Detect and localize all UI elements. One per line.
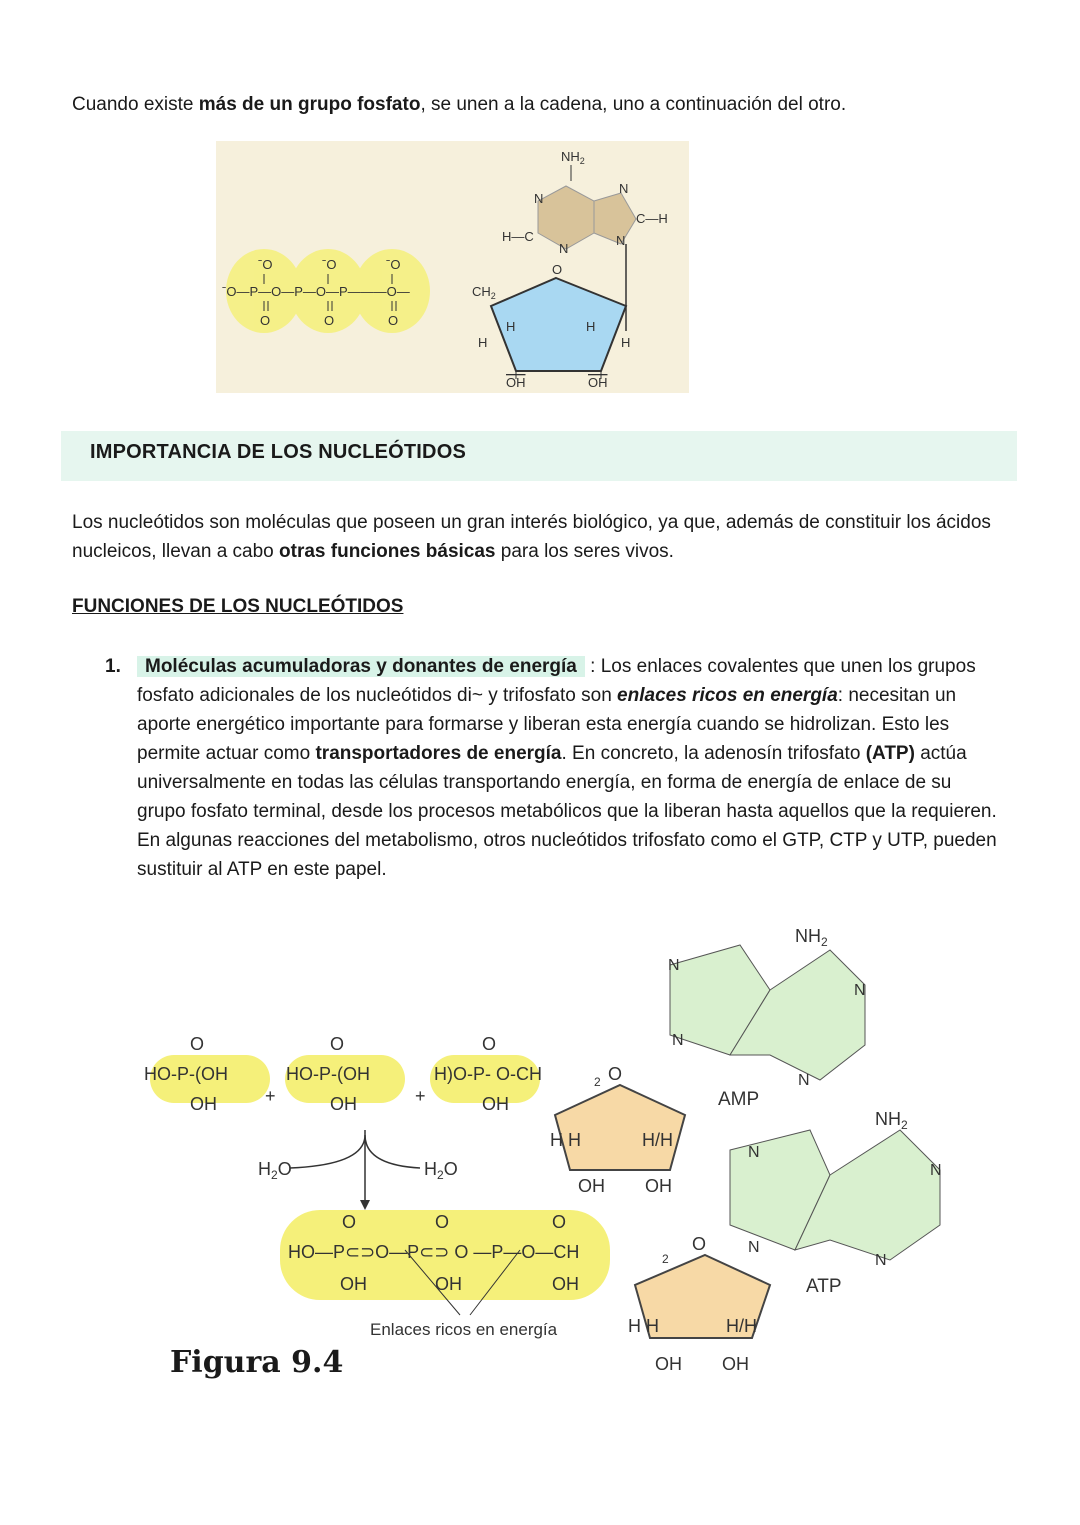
svg-text:N: N — [875, 1252, 887, 1269]
item-bold-2: transportadores de energía — [315, 743, 562, 764]
atp-structure-figure — [216, 141, 689, 393]
intro-paragraph — [72, 90, 1032, 119]
svg-text:O: O — [388, 313, 399, 328]
list-number: 1. — [105, 656, 121, 677]
amp-label: AMP — [718, 1089, 760, 1110]
intro-text-end: , se unen a la cadena, uno a continuación del otro. — [420, 94, 847, 115]
svg-text:ˉO: ˉO — [258, 257, 273, 272]
svg-text:OH: OH — [482, 1094, 509, 1114]
svg-text:OH: OH — [330, 1094, 357, 1114]
ch2-label: $CH_2$ — [472, 284, 496, 301]
figure-caption: Figura 9.4 — [170, 1345, 344, 1380]
svg-text:O: O — [692, 1234, 707, 1254]
intro-bold: más de un grupo fosfato — [198, 94, 421, 115]
item-text-1: : Los enlaces covalentes que unen los grupos fosfato adicionales de los nucleótidos di~ y trifosfato son — [137, 656, 976, 706]
svg-text:O: O — [482, 1034, 497, 1054]
svg-text:ˉO—P—O—P—O—P———O—: ˉO—P—O—P—O—P———O— — [222, 284, 410, 299]
svg-text:H)O-P- O-CH: H)O-P- O-CH — [434, 1064, 542, 1084]
atp-formation-diagram — [130, 920, 990, 1390]
water-label-right: $H_2O$ — [424, 1159, 458, 1182]
item-text-3: . En concreto, la adenosín trifosfato — [561, 743, 866, 764]
fig1-oh-left: OH — [506, 375, 526, 390]
svg-text:H/H: H/H — [642, 1130, 673, 1150]
svg-text:H H: H H — [550, 1130, 581, 1150]
importance-text-end: para los seres vivos. — [495, 541, 674, 562]
energy-bonds-label: Enlaces ricos en energía — [370, 1320, 558, 1339]
item-emphasis: enlaces ricos en energía — [617, 685, 838, 706]
svg-text:H: H — [586, 319, 596, 334]
svg-text:+: + — [265, 1086, 276, 1106]
svg-text:N: N — [748, 1144, 760, 1161]
svg-text:N: N — [748, 1239, 760, 1256]
svg-text:OH: OH — [578, 1176, 605, 1196]
svg-text:H: H — [506, 319, 516, 334]
svg-text:O: O — [330, 1034, 345, 1054]
water-label-left: $H_2O$ — [258, 1159, 292, 1182]
importance-text-start: Los nucleótidos son moléculas que poseen un gran interés biológico, ya que, además de constituir los ácidos nucleicos, llevan a cabo — [72, 512, 991, 562]
atp-structure-diagram — [216, 141, 689, 393]
svg-text:O: O — [552, 262, 563, 277]
svg-text:HO-P-(OH: HO-P-(OH — [144, 1064, 228, 1084]
svg-text:N: N — [616, 233, 626, 248]
svg-text:OH: OH — [190, 1094, 217, 1114]
section-title: IMPORTANCIA DE LOS NUCLEÓTIDOS — [90, 441, 466, 463]
svg-text:2: 2 — [594, 1075, 601, 1089]
svg-text:O: O — [552, 1212, 567, 1232]
svg-text:+: + — [415, 1086, 426, 1106]
svg-text:ˉO: ˉO — [386, 257, 401, 272]
svg-text:OH: OH — [340, 1274, 367, 1294]
svg-text:O: O — [342, 1212, 357, 1232]
intro-text-start: Cuando existe — [72, 94, 199, 115]
importance-paragraph — [72, 508, 1032, 566]
svg-text:N: N — [668, 957, 680, 974]
svg-text:N: N — [534, 191, 544, 206]
svg-text:OH: OH — [722, 1354, 749, 1374]
functions-subheading: FUNCIONES DE LOS NUCLEÓTIDOS — [72, 596, 404, 617]
svg-text:O: O — [608, 1064, 623, 1084]
amp-nh2: $NH_2$ — [795, 926, 828, 949]
svg-text:H: H — [478, 335, 488, 350]
fig1-ch: C—H — [636, 211, 668, 226]
svg-text:OH: OH — [655, 1354, 682, 1374]
item-bold-3: (ATP) — [865, 743, 915, 764]
svg-text:N: N — [672, 1032, 684, 1049]
fig1-oh-right: OH — [588, 375, 608, 390]
atp-nh2: $NH_2$ — [875, 1109, 908, 1132]
svg-text:O: O — [435, 1212, 450, 1232]
svg-text:OH: OH — [552, 1274, 579, 1294]
fig1-hc: H—C — [502, 229, 534, 244]
svg-text:N: N — [930, 1162, 942, 1179]
importance-bold: otras funciones básicas — [279, 541, 496, 562]
svg-text:2: 2 — [662, 1252, 669, 1266]
list-item-body — [137, 652, 1002, 884]
svg-text:H H: H H — [628, 1316, 659, 1336]
svg-text:ˉO: ˉO — [322, 257, 337, 272]
fig1-nh2: $NH_2$ — [561, 149, 585, 166]
svg-text:H: H — [621, 335, 631, 350]
svg-text:HO-P-(OH: HO-P-(OH — [286, 1064, 370, 1084]
svg-text:O: O — [260, 313, 271, 328]
atp-formation-figure — [130, 920, 990, 1390]
svg-text:OH: OH — [645, 1176, 672, 1196]
atp-label: ATP — [806, 1276, 842, 1297]
svg-text:O: O — [190, 1034, 205, 1054]
svg-text:HO—P⊂⊃O—P⊂⊃ O —P—O—CH: HO—P⊂⊃O—P⊂⊃ O —P—O—CH — [288, 1242, 580, 1262]
svg-text:N: N — [798, 1072, 810, 1089]
svg-text:OH: OH — [435, 1274, 462, 1294]
svg-text:N: N — [619, 181, 629, 196]
item-text-4: actúa universalmente en todas las células transportando energía, en forma de energía de enlace de su grupo fosfato terminal, desde los procesos metabólicos que la liberan hasta aquellos que la requieren. En algunas reacciones del metabolismo, otros nucleótidos trifosfato como el GTP, CTP y UTP, pueden sustituir al ATP en este papel. — [137, 743, 997, 880]
item-text-2: : necesitan un aporte energético importante para formarse y liberan esta energía cuando se hidrolizan. Esto les permite actuar como — [137, 685, 957, 764]
svg-text:N: N — [854, 982, 866, 999]
svg-text:N: N — [559, 241, 569, 256]
highlighted-term: Moléculas acumuladoras y donantes de energía — [137, 656, 585, 677]
svg-text:O: O — [324, 313, 335, 328]
svg-text:H/H: H/H — [726, 1316, 757, 1336]
